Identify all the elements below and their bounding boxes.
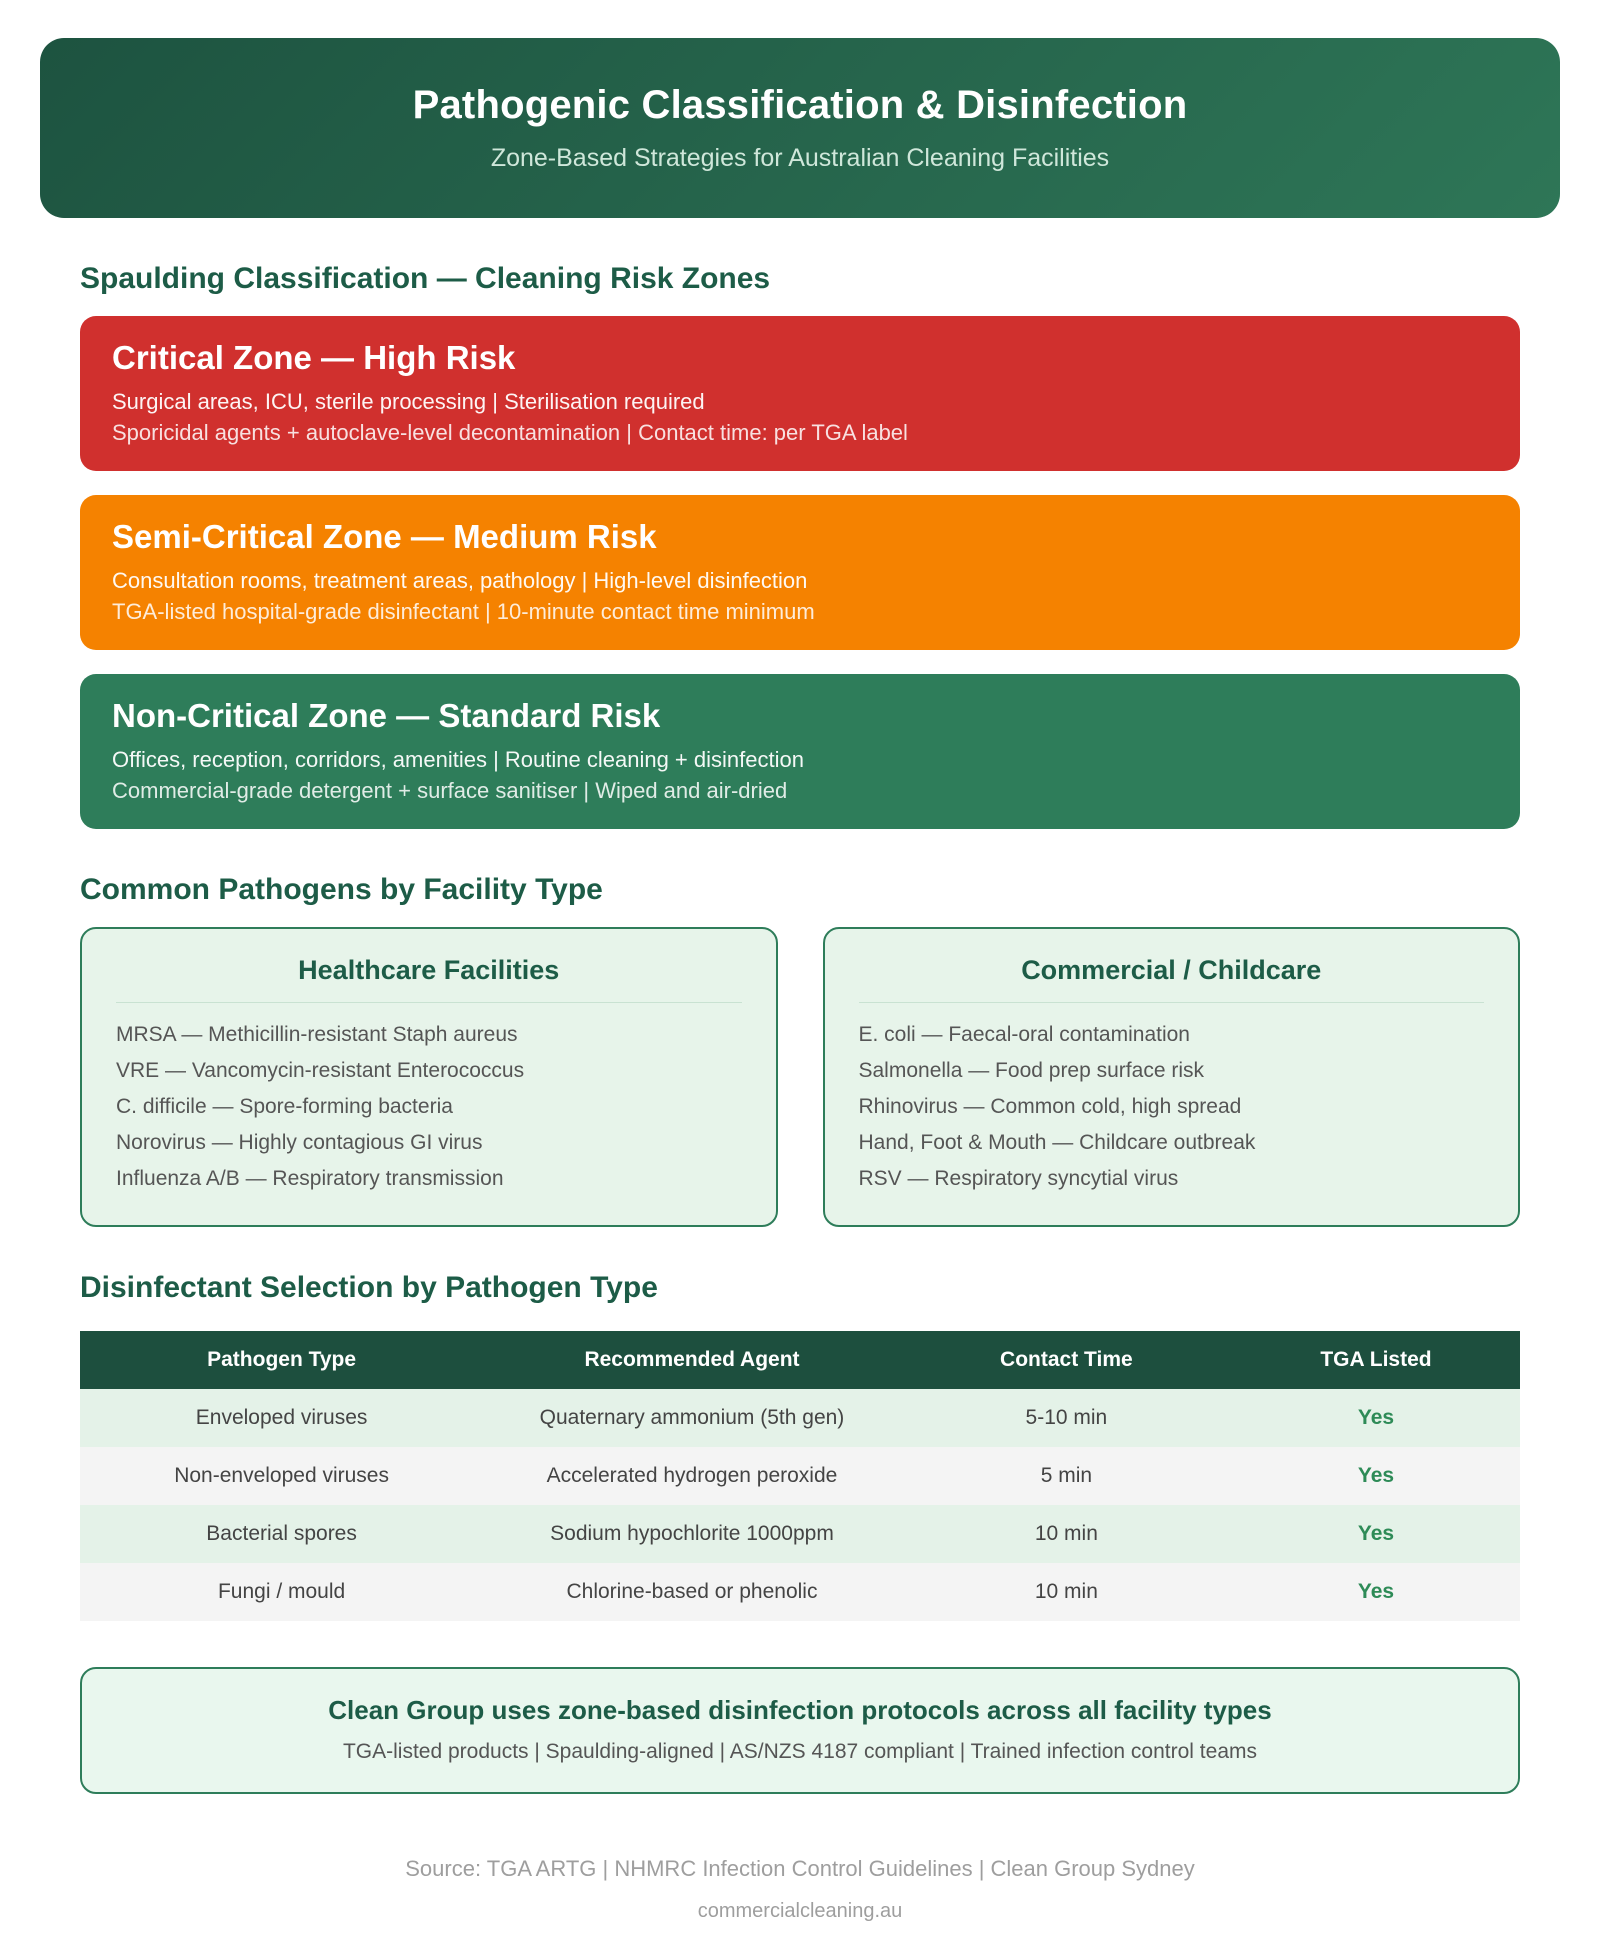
cell-recommended-agent: Accelerated hydrogen peroxide [546, 1463, 838, 1487]
cell-tga-listed: Yes [1357, 1579, 1395, 1603]
website-url: commercialcleaning.au [697, 1899, 903, 1922]
card-title: Commercial / Childcare [1021, 954, 1322, 985]
cell-pathogen-type: Enveloped viruses [195, 1405, 368, 1429]
pathogen-cards [80, 927, 1520, 1227]
cell-contact-time: 10 min [1034, 1579, 1098, 1603]
table-header-row [80, 1331, 1520, 1389]
list-item: E. coli — Faecal-oral contamination [858, 1022, 1190, 1046]
zone-title: Critical Zone — High Risk [112, 339, 516, 376]
zone-protocol: TGA-listed hospital-grade disinfectant | 10-minute contact time minimum [112, 598, 815, 624]
zone-protocol: Sporicidal agents + autoclave-level decontamination | Contact time: per TGA label [112, 419, 908, 445]
list-item: RSV — Respiratory syncytial virus [858, 1166, 1179, 1190]
cell-contact-time: 10 min [1034, 1521, 1098, 1545]
list-item: Norovirus — Highly contagious GI virus [116, 1130, 483, 1154]
cell-tga-listed: Yes [1357, 1463, 1395, 1487]
zone-description: Surgical areas, ICU, sterile processing | Sterilisation required [112, 388, 705, 414]
cell-recommended-agent: Quaternary ammonium (5th gen) [539, 1405, 845, 1429]
cell-contact-time: 5 min [1040, 1463, 1093, 1487]
page-subtitle: Zone-Based Strategies for Australian Cleaning Facilities [490, 144, 1110, 172]
section-heading-pathogens: Common Pathogens by Facility Type [80, 872, 603, 906]
summary-callout [80, 1667, 1520, 1794]
list-item: Hand, Foot & Mouth — Childcare outbreak [858, 1130, 1256, 1154]
source-attribution: Source: TGA ARTG | NHMRC Infection Control Guidelines | Clean Group Sydney [405, 1855, 1195, 1881]
table-row [80, 1505, 1520, 1563]
card-divider [116, 1002, 742, 1003]
zone-protocol: Commercial-grade detergent + surface sanitiser | Wiped and air-dried [112, 777, 788, 803]
cell-pathogen-type: Bacterial spores [206, 1521, 357, 1545]
section-heading-table: Disinfectant Selection by Pathogen Type [80, 1270, 658, 1304]
column-header-contact-time: Contact Time [901, 1331, 1232, 1389]
zone-card-semi-critical [80, 495, 1520, 650]
card-divider [859, 1002, 1485, 1003]
cell-recommended-agent: Chlorine-based or phenolic [566, 1579, 818, 1603]
cell-pathogen-type: Fungi / mould [217, 1579, 346, 1603]
list-item: Influenza A/B — Respiratory transmission [116, 1166, 504, 1190]
page-title: Pathogenic Classification & Disinfection [412, 83, 1188, 127]
main-content [0, 262, 1600, 1923]
column-header-recommended-agent: Recommended Agent [483, 1331, 901, 1389]
table-row [80, 1563, 1520, 1621]
card-title: Healthcare Facilities [298, 954, 560, 985]
list-item: Salmonella — Food prep surface risk [858, 1058, 1204, 1082]
callout-title: Clean Group uses zone-based disinfection protocols across all facility types [328, 1694, 1272, 1725]
callout-subtitle: TGA-listed products | Spaulding-aligned | AS/NZS 4187 compliant | Trained infection control teams [342, 1739, 1257, 1763]
list-item: MRSA — Methicillin-resistant Staph aureus [116, 1022, 518, 1046]
zone-description: Offices, reception, corridors, amenities | Routine cleaning + disinfection [112, 746, 804, 772]
cell-contact-time: 5-10 min [1025, 1405, 1108, 1429]
cell-tga-listed: Yes [1357, 1521, 1395, 1545]
header-banner [40, 38, 1560, 218]
cell-pathogen-type: Non-enveloped viruses [174, 1463, 389, 1487]
zone-title: Semi-Critical Zone — Medium Risk [112, 517, 657, 555]
column-header-tga-listed: TGA Listed [1232, 1331, 1520, 1389]
table-row [80, 1389, 1520, 1447]
section-heading-zones: Spaulding Classification — Cleaning Risk Zones [80, 262, 771, 295]
cell-recommended-agent: Sodium hypochlorite 1000ppm [550, 1521, 834, 1545]
disinfectant-table [80, 1331, 1520, 1621]
footer [80, 1856, 1520, 1923]
pathogen-card-commercial [823, 927, 1521, 1227]
list-item: VRE — Vancomycin-resistant Enterococcus [116, 1058, 525, 1082]
cell-tga-listed: Yes [1357, 1405, 1395, 1429]
zone-card-non-critical [80, 674, 1520, 829]
table-row [80, 1447, 1520, 1505]
list-item: Rhinovirus — Common cold, high spread [858, 1094, 1242, 1118]
pathogen-card-healthcare [80, 927, 778, 1227]
list-item: C. difficile — Spore-forming bacteria [116, 1094, 453, 1118]
zone-title: Non-Critical Zone — Standard Risk [112, 696, 661, 734]
zone-description: Consultation rooms, treatment areas, pathology | High-level disinfection [112, 567, 808, 593]
column-header-pathogen-type: Pathogen Type [80, 1331, 483, 1389]
zone-card-critical [80, 316, 1520, 471]
